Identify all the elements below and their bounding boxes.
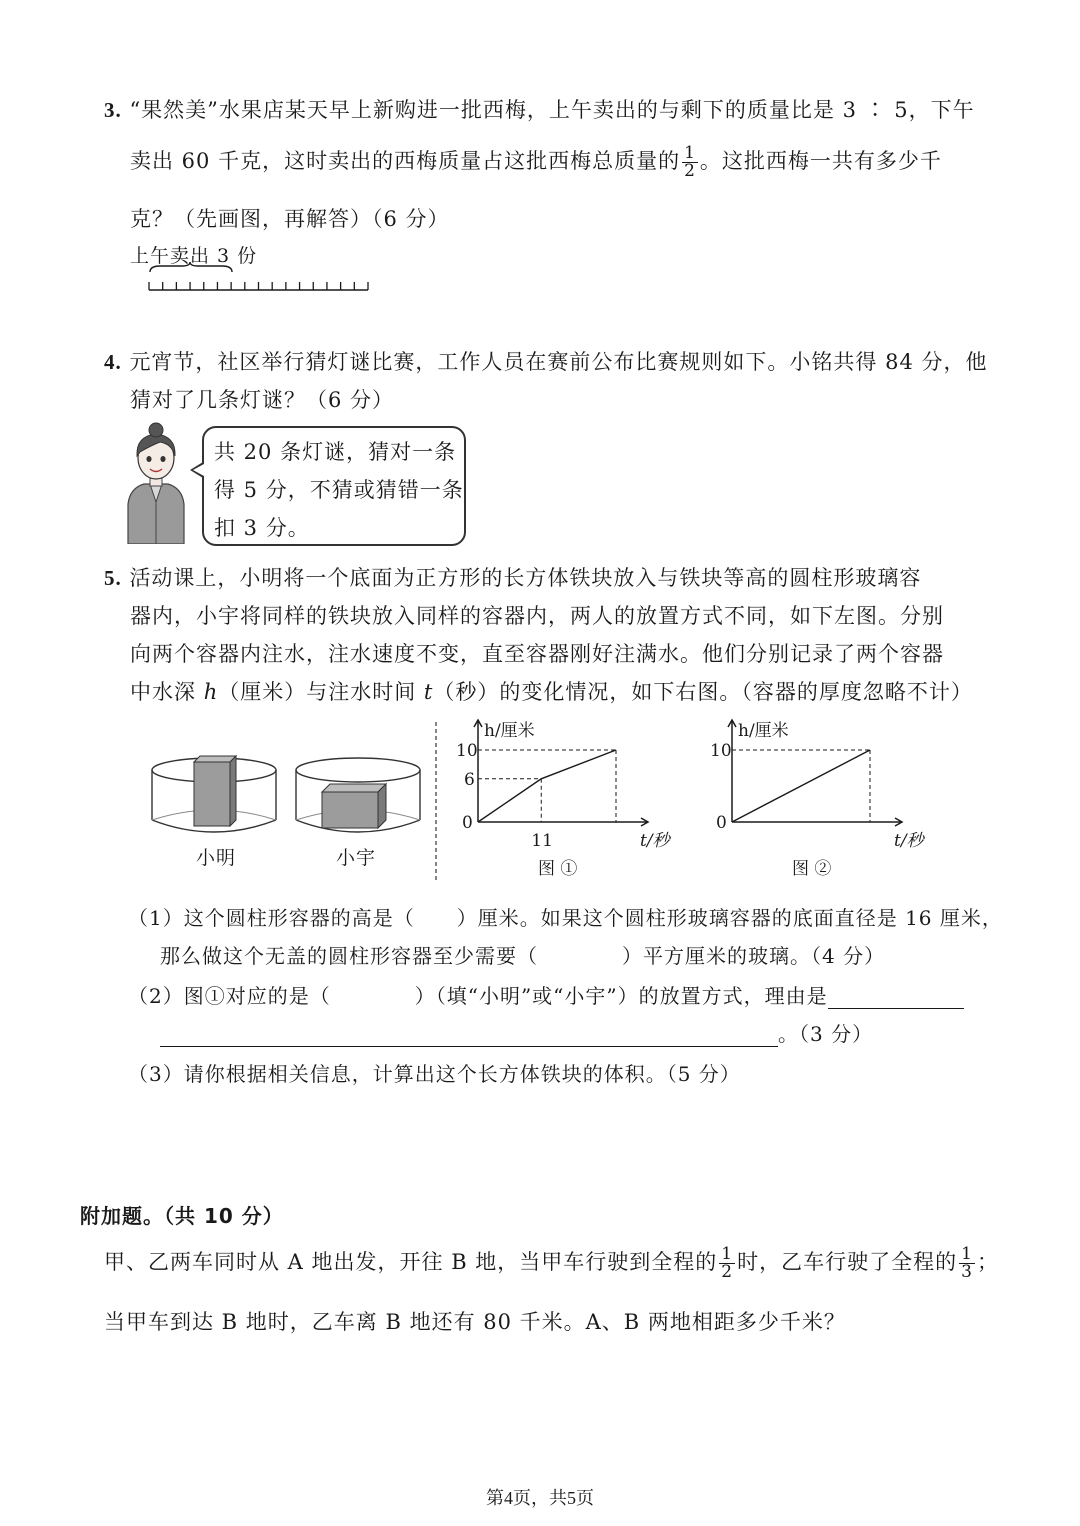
q5-line4b: （厘米）与注水时间 bbox=[218, 680, 424, 704]
answer-blank-reason-1[interactable] bbox=[828, 988, 964, 1009]
q3-text-line2a: 卖出 60 千克，这时卖出的西梅质量占这批西梅总质量的 bbox=[130, 149, 681, 173]
bubble-line3: 扣 3 分。 bbox=[214, 516, 310, 540]
containers-illustration bbox=[150, 752, 430, 842]
page-footer: 第4页，共5页 bbox=[486, 1488, 594, 1508]
q5-sub2-line2 bbox=[160, 1018, 873, 1047]
q3-frac-den: 2 bbox=[684, 161, 696, 181]
bonus-frac2-num: 1 bbox=[961, 1244, 973, 1264]
label-xiaoyu: 小宇 bbox=[336, 847, 377, 869]
bonus-line1c: ； bbox=[976, 1250, 999, 1274]
y-tick-label: 6 bbox=[464, 769, 475, 790]
series-line bbox=[478, 750, 616, 822]
x-axis-label: t/秒 bbox=[640, 831, 670, 851]
q5-sub2-text: （2）图①对应的是（ ）（填“小明”或“小宇”）的放置方式，理由是 bbox=[128, 984, 828, 1008]
q5-sub2-end: 。（3 分） bbox=[778, 1022, 874, 1046]
q5-line4 bbox=[130, 676, 973, 706]
q3-text-line2b: 。这批西梅一共有多少千 bbox=[699, 149, 942, 173]
bonus-fraction-1 bbox=[719, 1246, 735, 1281]
origin-label: 0 bbox=[462, 813, 473, 833]
q4-number: 4. bbox=[104, 350, 122, 374]
bonus-fraction-2 bbox=[959, 1246, 975, 1281]
q5-var-t: t bbox=[423, 680, 434, 704]
container-xiaoming bbox=[152, 756, 276, 832]
bonus-line1 bbox=[104, 1246, 999, 1281]
bonus-frac1-den: 2 bbox=[721, 1262, 734, 1282]
answer-blank-reason-2[interactable] bbox=[160, 1024, 778, 1047]
x-tick-label: 11 bbox=[531, 831, 553, 851]
q3-segment-diagram bbox=[140, 262, 380, 298]
q5-text-line1: 活动课上，小明将一个底面为正方形的长方体铁块放入与铁块等高的圆柱形玻璃容 bbox=[129, 566, 922, 590]
bubble-tail-inner bbox=[193, 464, 204, 476]
chart-figure-1 bbox=[448, 712, 708, 884]
q3-line3: 克？（先画图，再解答）（6 分） bbox=[130, 207, 450, 231]
bonus-frac1-num: 1 bbox=[721, 1244, 734, 1264]
y-tick-label: 10 bbox=[710, 741, 732, 761]
bubble-line1: 共 20 条灯谜，猜对一条 bbox=[214, 440, 457, 464]
figure-separator bbox=[434, 722, 438, 882]
q3-frac-num: 1 bbox=[684, 143, 696, 163]
container-xiaoyu bbox=[296, 758, 420, 832]
q3-ticks bbox=[149, 282, 368, 290]
q3-brace bbox=[150, 262, 232, 272]
q5-line4c: （秒）的变化情况，如下右图。（容器的厚度忽略不计） bbox=[433, 680, 973, 704]
q3-number: 3. bbox=[104, 98, 122, 122]
q5-line4a: 中水深 bbox=[130, 680, 204, 704]
q4-line2: 猜对了几条灯谜？（6 分） bbox=[130, 388, 395, 412]
chart-title: 图 ② bbox=[792, 859, 832, 879]
q3-diagram-label: 上午卖出 3 份 bbox=[130, 245, 258, 267]
q5-line3: 向两个容器内注水，注水速度不变，直至容器刚好注满水。他们分别记录了两个容器 bbox=[130, 642, 944, 666]
q3-text-line1: “果然美”水果店某天早上新购进一批西梅，上午卖出的与剩下的质量比是 3 ∶ 5，下午 bbox=[129, 98, 975, 122]
q4-line1 bbox=[104, 346, 988, 376]
q5-sub1-line2: 那么做这个无盖的圆柱形容器至少需要（ ）平方厘米的玻璃。（4 分） bbox=[160, 944, 886, 968]
q4-text-line1: 元宵节，社区举行猜灯谜比赛，工作人员在赛前公布比赛规则如下。小铭共得 84 分，他 bbox=[129, 350, 988, 374]
q5-sub2-line1 bbox=[128, 980, 964, 1009]
y-tick-label: 10 bbox=[456, 741, 478, 761]
y-axis-label: h/厘米 bbox=[738, 721, 789, 741]
bonus-line1a: 甲、乙两车同时从 A 地出发，开往 B 地，当甲车行驶到全程的 bbox=[104, 1250, 718, 1274]
chart-title: 图 ① bbox=[538, 859, 578, 879]
bonus-line2: 当甲车到达 B 地时，乙车离 B 地还有 80 千米。A、B 两地相距多少千米？ bbox=[104, 1310, 846, 1334]
q5-sub1-line1: （1）这个圆柱形容器的高是（ ）厘米。如果这个圆柱形玻璃容器的底面直径是 16 厘米， bbox=[128, 906, 1003, 930]
origin-label: 0 bbox=[716, 813, 727, 833]
q5-var-h: h bbox=[203, 680, 219, 704]
bonus-title: 附加题。（共 10 分） bbox=[80, 1204, 284, 1228]
bonus-line1b: 时，乙车行驶了全程的 bbox=[737, 1250, 958, 1274]
x-axis-label: t/秒 bbox=[894, 831, 924, 851]
bonus-frac2-den: 3 bbox=[961, 1262, 973, 1282]
y-axis-label: h/厘米 bbox=[484, 721, 535, 741]
chart-figure-2 bbox=[702, 712, 942, 884]
q3-line1 bbox=[104, 94, 975, 124]
q5-number: 5. bbox=[104, 566, 122, 590]
q5-sub3: （3）请你根据相关信息，计算出这个长方体铁块的体积。（5 分） bbox=[128, 1062, 741, 1086]
series-line bbox=[732, 750, 870, 822]
label-xiaoming: 小明 bbox=[196, 847, 237, 869]
teacher-illustration bbox=[120, 422, 192, 544]
q5-line1 bbox=[104, 562, 921, 592]
q3-line2 bbox=[130, 145, 942, 180]
q3-fraction bbox=[682, 145, 698, 180]
bubble-line2: 得 5 分，不猜或猜错一条 bbox=[214, 478, 464, 502]
q5-line2: 器内，小宇将同样的铁块放入同样的容器内，两人的放置方式不同，如下左图。分别 bbox=[130, 604, 944, 628]
